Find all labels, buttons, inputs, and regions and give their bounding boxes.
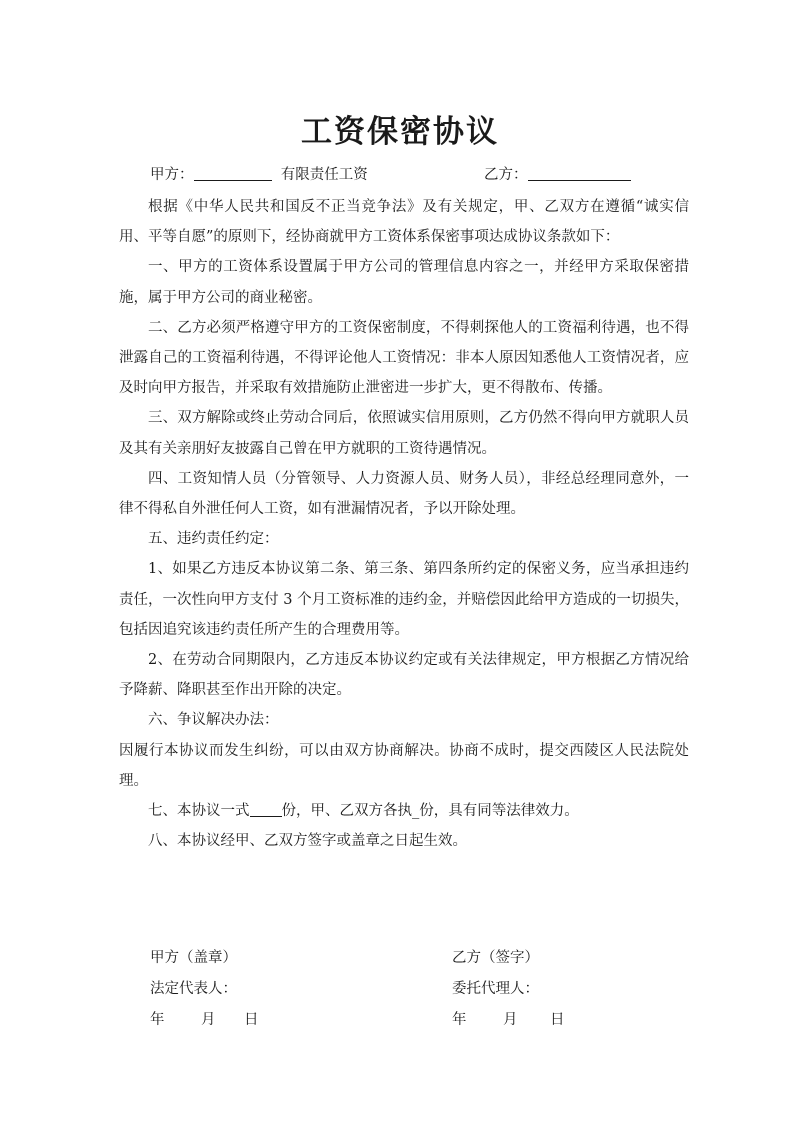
clause-1: 一、甲方的工资体系设置属于甲方公司的管理信息内容之一，并经甲方采取保密措施，属于甲方公司的商业秘密。 — [119, 259, 689, 306]
legal-representative-label: 法定代表人： — [150, 981, 237, 997]
agreement-body — [119, 192, 689, 856]
document-title: 工资保密协议 — [301, 114, 499, 150]
preamble-paragraph: 根据《中华人民共和国反不正当竞争法》及有关规定，甲、乙双方在遵循“诚实信用、平等自愿”的原则下，经协商就甲方工资体系保密事项达成协议条款如下： — [119, 199, 689, 246]
clause-5-item-1: 1、如果乙方违反本协议第二条、第三条、第四条所约定的保密义务，应当承担违约责任，一次性向甲方支付 3 个月工资标准的违约金，并赔偿因此给甲方造成的一切损失，包括因追究该违约责任所产生的合理费用等。 — [119, 561, 689, 638]
clause-4: 四、工资知情人员（分管领导、人力资源人员、财务人员），非经总经理同意外，一律不得私自外泄任何人工资，如有泄漏情况者，予以开除处理。 — [119, 470, 689, 518]
clause-7 — [119, 796, 689, 826]
party-a-suffix: 有限责任工资 — [280, 167, 368, 183]
clause-7-after: 份，甲、乙双方各执_份，具有同等法律效力。 — [281, 803, 579, 820]
clause-7-before: 七、本协议一式 — [148, 803, 250, 820]
party-a-month: 月 — [201, 1012, 216, 1028]
clause-6-heading: 六、争议解决办法： — [148, 712, 279, 729]
party-a-name-blank — [194, 165, 272, 181]
party-b-year: 年 — [452, 1012, 467, 1028]
party-b-name-blank — [528, 165, 631, 181]
party-a-day: 日 — [244, 1012, 259, 1028]
party-b-line — [484, 163, 631, 184]
party-b-date — [452, 1008, 565, 1029]
copies-blank — [250, 802, 282, 817]
clause-2: 二、乙方必须严格遵守甲方的工资保密制度，不得刺探他人的工资福利待遇，也不得泄露自己的工资福利待遇，不得评论他人工资情况：非本人原因知悉他人工资情况者，应及时向甲方报告，并采取有效措施防止泄密进一步扩大，更不得散布、传播。 — [119, 319, 689, 397]
clause-8: 八、本协议经甲、乙双方签字或盖章之日起生效。 — [148, 833, 467, 850]
authorized-agent-label: 委托代理人： — [452, 981, 539, 997]
party-a-date — [150, 1008, 259, 1029]
clause-6-text: 因履行本协议而发生纠纷，可以由双方协商解决。协商不成时，提交西陵区人民法院处理。 — [119, 742, 689, 789]
party-a-label: 甲方： — [150, 167, 194, 183]
party-a-line — [150, 163, 368, 184]
party-a-seal-label: 甲方（盖章） — [150, 950, 237, 966]
clause-5-heading: 五、违约责任约定： — [148, 531, 279, 548]
party-b-sign-label: 乙方（签字） — [452, 950, 539, 966]
clause-3: 三、双方解除或终止劳动合同后，依照诚实信用原则，乙方仍然不得向甲方就职人员及其有关亲朋好友披露自己曾在甲方就职的工资待遇情况。 — [119, 410, 689, 457]
party-b-month: 月 — [503, 1012, 518, 1028]
clause-5-item-2: 2、在劳动合同期限内，乙方违反本协议约定或有关法律规定，甲方根据乙方情况给予降薪、降职甚至作出开除的决定。 — [119, 652, 689, 699]
party-b-label: 乙方： — [484, 167, 528, 183]
party-b-day: 日 — [550, 1012, 565, 1028]
party-a-year: 年 — [150, 1012, 165, 1028]
